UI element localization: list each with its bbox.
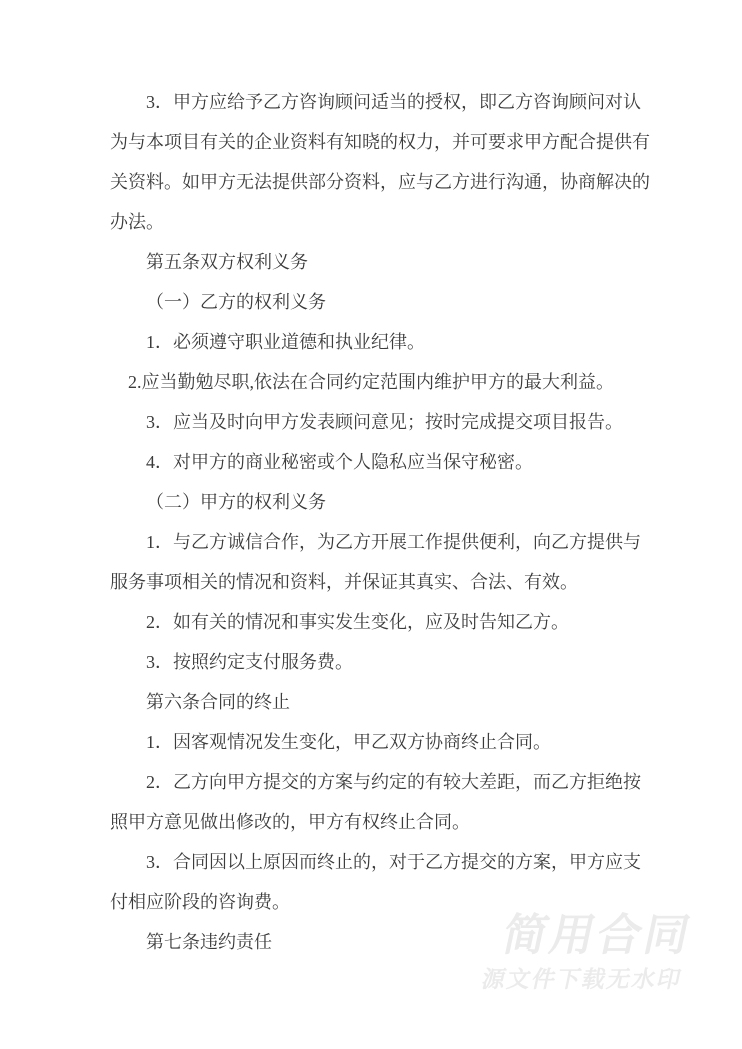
document-line: 第六条合同的终止 [146, 692, 290, 712]
watermark-title: 简用合同 [498, 911, 697, 960]
document-line: 服务事项相关的情况和资料，并保证其真实、合法、有效。 [110, 572, 578, 592]
document-line: 2.应当勤勉尽职,依法在合同约定范围内维护甲方的最大利益。 [128, 372, 614, 392]
watermark [479, 911, 697, 992]
document-line: 1．与乙方诚信合作，为乙方开展工作提供便利，向乙方提供与 [146, 532, 641, 552]
document-line: 办法。 [110, 212, 164, 232]
document-line: 第七条违约责任 [146, 932, 272, 952]
document-line: 第五条双方权利义务 [146, 252, 308, 272]
document-line: 1．必须遵守职业道德和执业纪律。 [146, 332, 425, 352]
document-line: 3．按照约定支付服务费。 [146, 652, 353, 672]
document-line: 2．乙方向甲方提交的方案与约定的有较大差距，而乙方拒绝按 [146, 772, 641, 792]
document-line: 付相应阶段的咨询费。 [110, 892, 290, 912]
document-line: 3．甲方应给予乙方咨询顾问适当的授权，即乙方咨询顾问对认 [146, 92, 641, 112]
document-line: 4．对甲方的商业秘密或个人隐私应当保守秘密。 [146, 452, 533, 472]
document-line: （一）乙方的权利义务 [146, 292, 326, 312]
document-line: （二）甲方的权利义务 [146, 492, 326, 512]
document-line: 3．应当及时向甲方发表顾问意见；按时完成提交项目报告。 [146, 412, 623, 432]
document-line: 照甲方意见做出修改的，甲方有权终止合同。 [110, 812, 470, 832]
document-line: 2．如有关的情况和事实发生变化，应及时告知乙方。 [146, 612, 569, 632]
watermark-subtitle: 源文件下载无水印 [479, 966, 686, 992]
document-lines [110, 82, 652, 962]
document-line: 1．因客观情况发生变化，甲乙双方协商终止合同。 [146, 732, 551, 752]
document-line: 关资料。如甲方无法提供部分资料，应与乙方进行沟通，协商解决的 [110, 172, 650, 192]
document-line: 3．合同因以上原因而终止的，对于乙方提交的方案，甲方应支 [146, 852, 641, 872]
document-line: 为与本项目有关的企业资料有知晓的权力，并可要求甲方配合提供有 [110, 132, 650, 152]
